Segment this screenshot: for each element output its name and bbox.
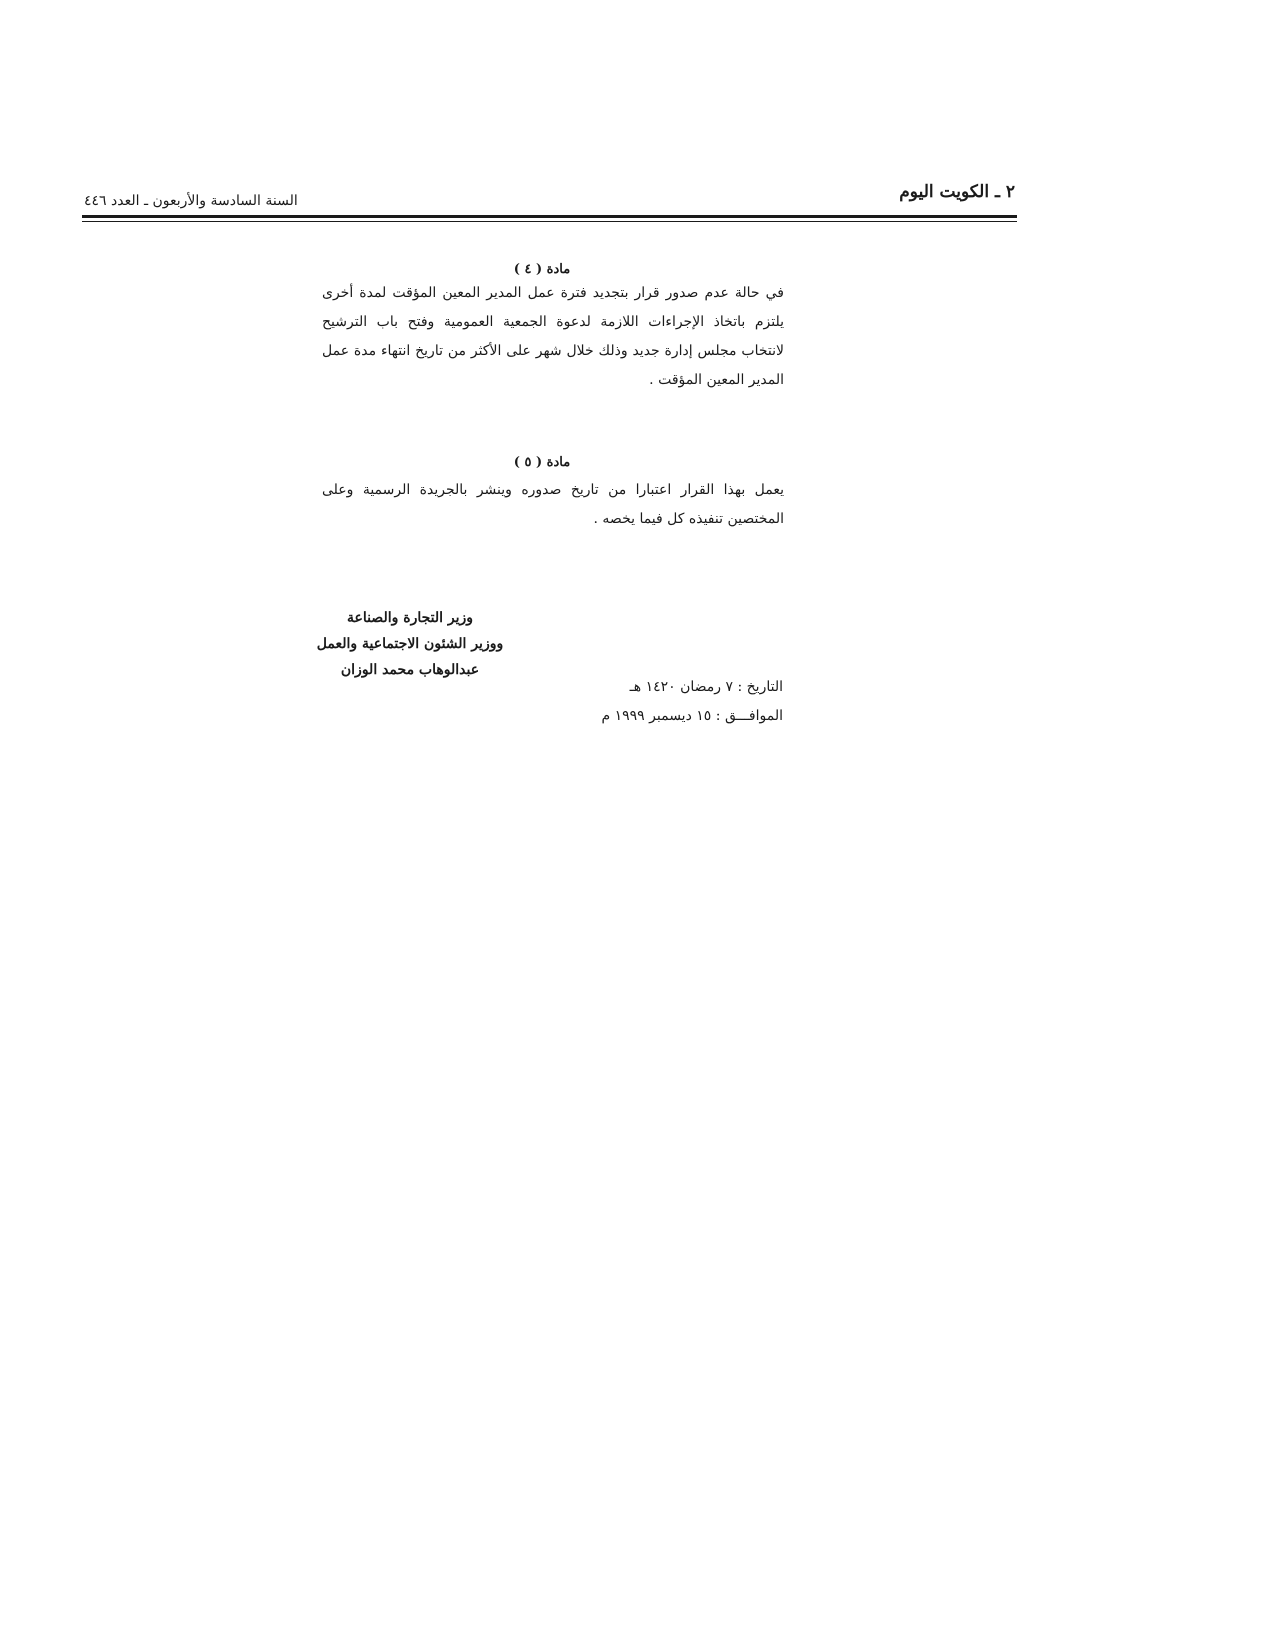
signature-block (295, 605, 525, 683)
page-header-issue-info: السنة السادسة والأربعون ـ العدد ٤٤٦ (84, 193, 298, 209)
header-divider-thin (82, 221, 1017, 222)
signature-second-title: ووزير الشئون الاجتماعية والعمل (316, 636, 504, 652)
article-5-title: مادة ( ٥ ) (513, 455, 571, 470)
date-gregorian: الموافـــق : ١٥ ديسمبر ١٩٩٩ م (601, 708, 783, 724)
page-header-title: ٢ ـ الكويت اليوم (899, 182, 1015, 202)
article-5-body: يعمل بهذا القرار اعتبارا من تاريخ صدوره وينشر بالجريدة الرسمية وعلى المختصين تنفيذه كل فيما يخصه . (322, 482, 784, 527)
date-hijri: التاريخ : ٧ رمضان ١٤٢٠ هـ (629, 679, 783, 695)
signature-minister-title: وزير التجارة والصناعة (346, 610, 474, 626)
article-4-body: في حالة عدم صدور قرار بتجديد فترة عمل المدير المعين المؤقت لمدة أخرى يلتزم باتخاذ الإجراءات اللازمة لدعوة الجمعية العمومية وفتح باب الترشيح لانتخاب مجلس إدارة جديد وذلك خلال شهر على الأكثر من تاريخ انتهاء مدة عمل المدير المعين المؤقت . (322, 285, 784, 388)
date-block (602, 673, 784, 731)
header-divider-thick (82, 215, 1017, 218)
article-4-title: مادة ( ٤ ) (513, 262, 571, 277)
signature-name: عبدالوهاب محمد الوزان (340, 662, 480, 678)
